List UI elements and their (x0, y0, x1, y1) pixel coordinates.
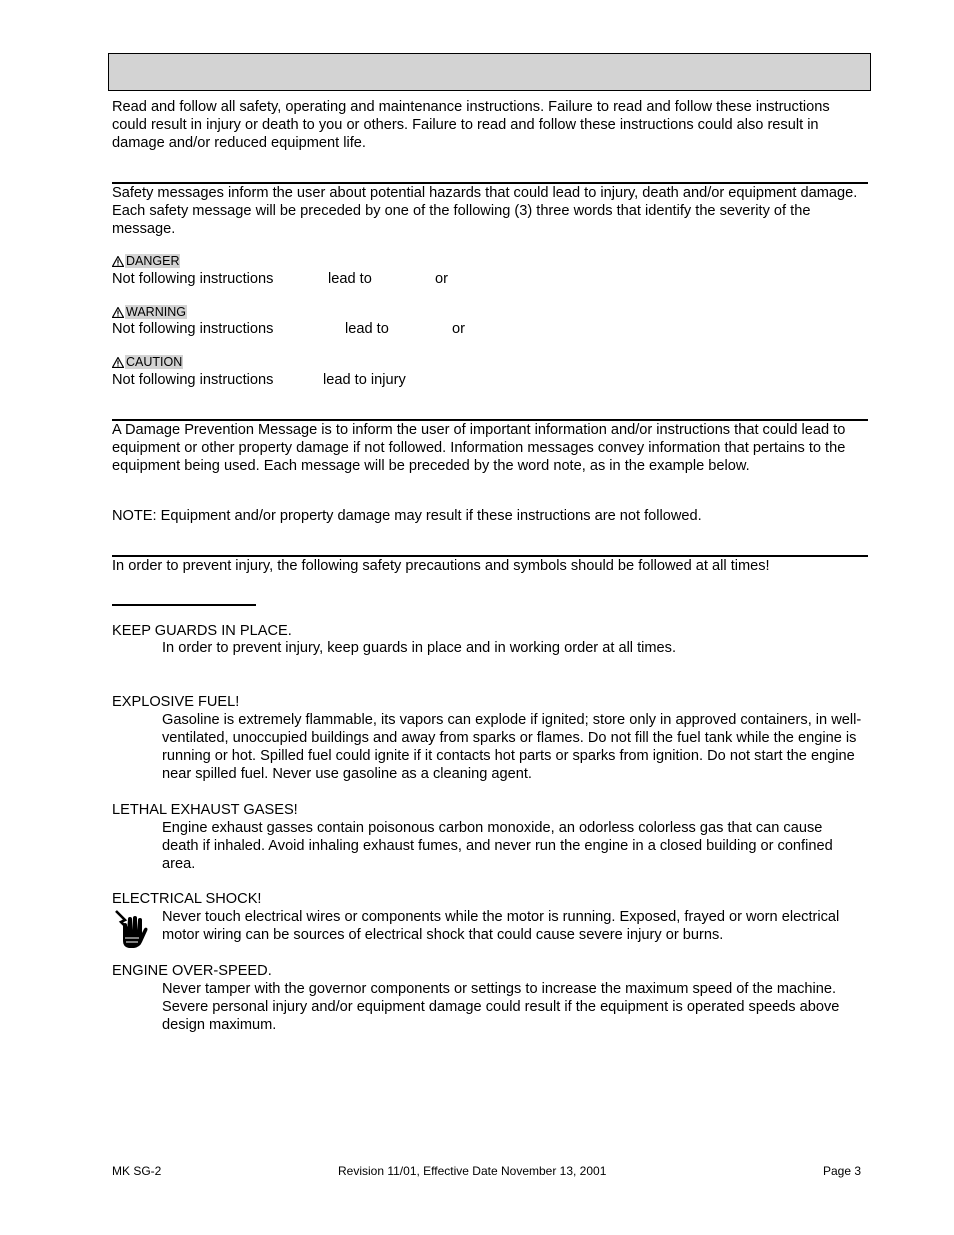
warning-text-1: Not following instructions (112, 321, 274, 337)
precaution-title-fuel: EXPLOSIVE FUEL! (112, 694, 240, 710)
danger-text-2: lead to (328, 271, 372, 287)
footer-page-number: Page 3 (823, 1164, 862, 1178)
electrical-shock-hand-icon (113, 909, 149, 951)
precaution-body-overspeed: Never tamper with the governor components or settings to increase the maximum speed of the machine. Severe personal injury and/or equipment damage could result if the equipment is operated speeds above design maximum. (162, 981, 840, 1033)
warning-triangle-icon (112, 357, 124, 368)
footer-doc-id: MK SG-2 (112, 1164, 162, 1178)
precautions-intro: In order to prevent injury, the following safety precautions and symbols should be followed at all times! (112, 558, 770, 574)
warning-label: WARNING (126, 305, 186, 319)
caution-label: CAUTION (126, 355, 183, 369)
precaution-body-guards: In order to prevent injury, keep guards in place and in working order at all times. (162, 640, 677, 656)
precaution-title-overspeed: ENGINE OVER-SPEED. (112, 963, 272, 979)
warning-text-3: or (452, 321, 465, 337)
danger-label: DANGER (126, 254, 180, 268)
danger-signal-word (112, 254, 180, 268)
short-divider (112, 604, 256, 606)
warning-text-2: lead to (345, 321, 389, 337)
precaution-body-exhaust: Engine exhaust gasses contain poisonous carbon monoxide, an odorless colorless gas that can cause death if inhaled. Avoid inhaling exhaust fumes, and never run the engine in a closed building or confined area. (162, 820, 833, 872)
caution-text-2: lead to injury (323, 372, 406, 388)
warning-triangle-icon (112, 256, 124, 267)
precaution-body-fuel: Gasoline is extremely flammable, its vapors can explode if ignited; store only in approved containers, in well-ventilated, unoccupied buildings and away from sparks or flames. Do not fill the fuel tank while the engine is running or hot. Spilled fuel could ignite if it contacts hot parts or sparks from ignition. Do not start the engine near spilled fuel. Never use gasoline as a cleaning agent. (162, 712, 862, 782)
warning-signal-word (112, 305, 187, 319)
footer-revision: Revision 11/01, Effective Date November 13, 2001 (338, 1164, 607, 1178)
precaution-title-guards: KEEP GUARDS IN PLACE. (112, 623, 292, 639)
caution-signal-word (112, 355, 183, 369)
precaution-title-shock: ELECTRICAL SHOCK! (112, 891, 262, 907)
precaution-body-shock: Never touch electrical wires or components while the motor is running. Exposed, frayed or worn electrical motor wiring can be sources of electrical shock that could cause severe injury or burns. (162, 909, 840, 943)
danger-text-1: Not following instructions (112, 271, 274, 287)
safety-messages-paragraph: Safety messages inform the user about potential hazards that could lead to injury, death and/or equipment damage. Each safety message will be preceded by one of the following (3) three words that identify the severity of the message. (112, 185, 858, 237)
damage-prevention-paragraph: A Damage Prevention Message is to inform the user of important information and/or instructions that could lead to equipment or other property damage if not followed. Information messages convey information that pertains to the equipment being used. Each message will be preceded by the word note, as in the example below. (112, 422, 846, 474)
section-header-bar (108, 53, 871, 91)
precaution-title-exhaust: LETHAL EXHAUST GASES! (112, 802, 298, 818)
note-paragraph: NOTE: Equipment and/or property damage may result if these instructions are not followed. (112, 508, 702, 524)
warning-triangle-icon (112, 307, 124, 318)
danger-text-3: or (435, 271, 448, 287)
intro-paragraph: Read and follow all safety, operating and maintenance instructions. Failure to read and follow these instructions could result in injury or death to you or others. Failure to read and follow these instructions could also result in damage and/or reduced equipment life. (112, 99, 830, 151)
caution-text-1: Not following instructions (112, 372, 274, 388)
